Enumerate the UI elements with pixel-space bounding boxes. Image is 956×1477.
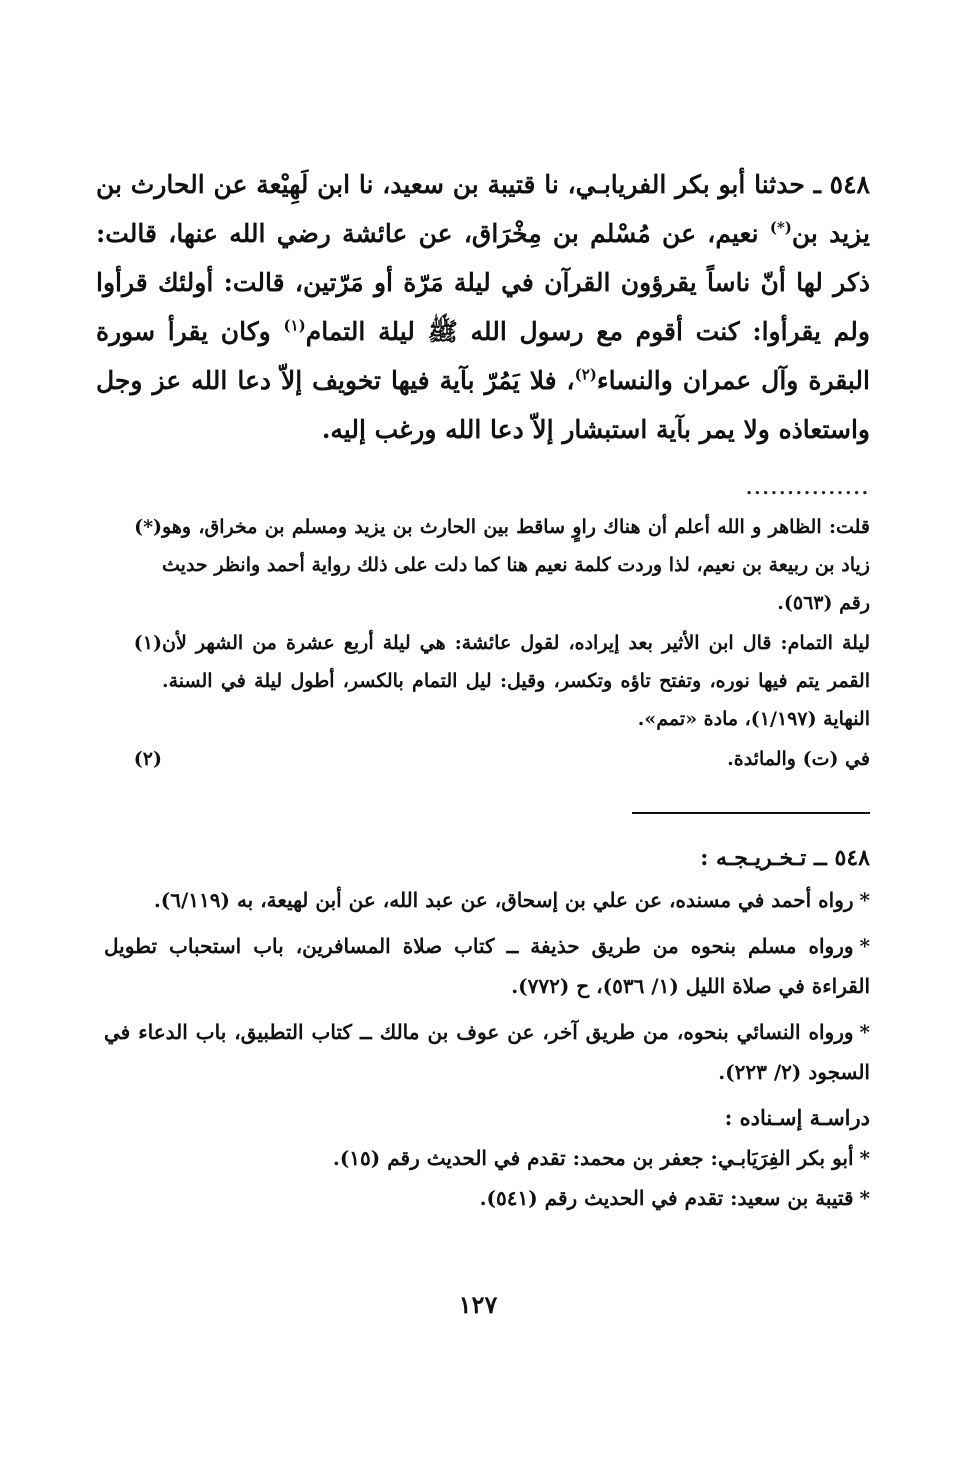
hadith-dash: ـ xyxy=(813,170,821,199)
footnote-2 xyxy=(104,740,870,778)
hadith-text-c: وكان يقرأ سورة البقرة وآل عمران والنساء xyxy=(96,317,870,395)
hadith-number: ٥٤٨ xyxy=(829,170,870,199)
footnote-ref-2: (٢) xyxy=(574,365,597,384)
star-bullet-icon: * xyxy=(859,1020,870,1044)
takhrij-heading: ٥٤٨ ــ تـخـريـجـه : xyxy=(700,845,870,871)
star-bullet-icon: * xyxy=(859,934,870,958)
dirasa-heading: دراسـة إسـناده : xyxy=(724,1105,870,1130)
footnote-ref-star: (*) xyxy=(769,218,792,237)
footnote-text: ليلة التمام: قال ابن الأثير بعد إيراده، لقول عائشة: هي ليلة أربع عشرة من الشهر لأن القمر يتم فيها نوره، وتفتح تاؤه وتكسر، وقيل: ليل التمام بالكسر، أطول ليلة في السنة. النهاية (١/١٩٧)، مادة «تمم». xyxy=(162,632,870,730)
star-bullet-icon: * xyxy=(859,1146,870,1170)
page-number: ١٢٧ xyxy=(458,1290,498,1319)
hadith-text-b: نعيم، عن مُسْلم بن مِخْرَاق، عن عائشة رضي الله عنها، قالت: ذكر لها أنّ ناساً يقرؤون القرآن في ليلة مَرّة أو مَرّتين، قالت: أولئك قرأوا ولم يقرأوا: كنت أقوم مع رسول الله ﷺ ليلة التمام xyxy=(96,219,870,346)
dirasa-item xyxy=(104,1178,870,1218)
footnote-marker: (١) xyxy=(133,632,162,654)
takhrij-section xyxy=(104,836,870,1218)
takhrij-item xyxy=(104,926,870,1006)
hadith-text-d: ، فلا يَمُرّ بآية فيها تخويف إلاّ دعا الله عز وجل واستعاذه ولا يمر بآية استبشار إلاّ دعا الله ورغب إليه. xyxy=(96,366,870,444)
dirasa-item xyxy=(104,1138,870,1178)
hadith-text-a: حدثنا أبو بكر الفريابـي، نا قتيبة بن سعيد، نا ابن لَهِيْعة عن الحارث بن يزيد بن xyxy=(96,170,870,248)
section-divider xyxy=(632,812,870,814)
takhrij-item xyxy=(104,880,870,920)
footnote-1 xyxy=(104,624,870,738)
takhrij-item-text: ورواه مسلم بنحوه من طريق حذيفة ــ كتاب صلاة المسافرين، باب استحباب تطويل القراءة في صلاة الليل (١/ ٥٣٦)، ح (٧٧٢). xyxy=(104,934,870,998)
footnote-marker: (٢) xyxy=(133,748,162,770)
footnote-text: في (ت) والمائدة. xyxy=(727,748,870,770)
star-bullet-icon: * xyxy=(859,888,870,912)
takhrij-item-text: رواه أحمد في مسنده، عن علي بن إسحاق، عن عبد الله، عن أبن لهيعة، به (٦/١١٩). xyxy=(153,888,854,912)
star-bullet-icon: * xyxy=(859,1186,870,1210)
dirasa-item-text: قتيبة بن سعيد: تقدم في الحديث رقم (٥٤١). xyxy=(479,1186,854,1210)
footnote-star xyxy=(104,508,870,622)
footnote-separator-dots: ............... xyxy=(746,478,870,499)
dirasa-item-text: أبو بكر الفِرَيَابـي: جعفر بن محمد: تقدم في الحديث رقم (١٥). xyxy=(332,1146,854,1170)
hadith-text xyxy=(96,160,870,454)
takhrij-item-text: ورواه النسائي بنحوه، من طريق آخر، عن عوف بن مالك ــ كتاب التطبيق، باب الدعاء في السجود (٢/ ٢٢٣). xyxy=(104,1020,870,1084)
footnote-ref-1: (١) xyxy=(283,316,306,335)
footnotes xyxy=(104,508,870,780)
footnote-marker: (*) xyxy=(134,516,162,538)
takhrij-item xyxy=(104,1012,870,1092)
footnote-text: قلت: الظاهر و الله أعلم أن هناك راوٍ ساقط بين الحارث بن يزيد ومسلم بن مخراق، وهو زياد بن ربيعة بن نعيم، لذا وردت كلمة نعيم هنا كما دلت على ذلك رواية أحمد وانظر حديث رقم (٥٦٣). xyxy=(162,516,870,614)
